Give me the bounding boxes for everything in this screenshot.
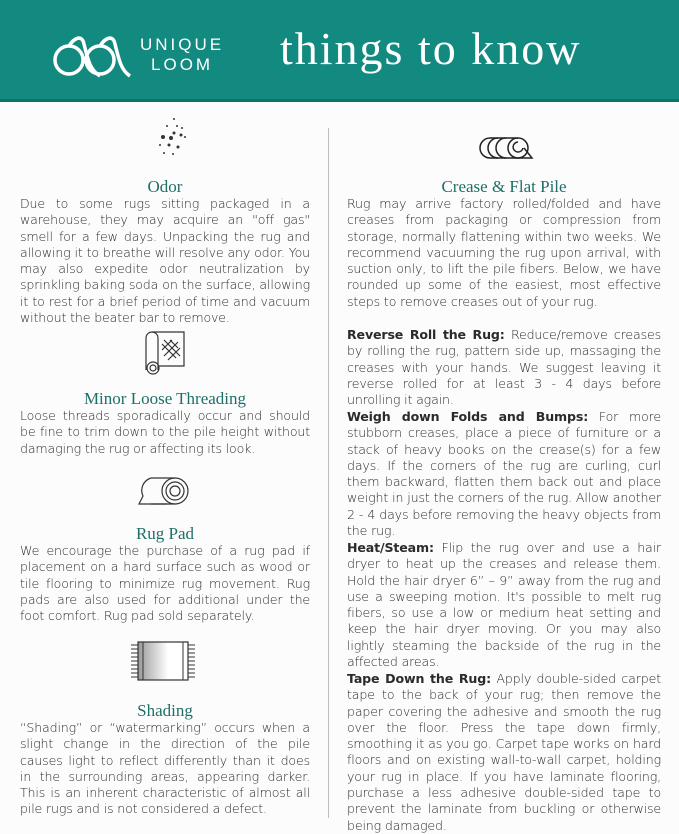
section-crease-flat-pile (347, 178, 661, 310)
header-banner (0, 0, 679, 102)
tip-lead: Reverse Roll the Rug: (347, 327, 505, 342)
rug-threads-icon (142, 330, 188, 376)
page-title: things to know (280, 23, 582, 74)
section-text: Loose threads sporadically occur and should be fine to trim down to the pile height without damaging the rug or affecting its look. (20, 408, 310, 456)
section-text: “Shading” or “watermarking” occurs when a slight change in the direction of the pile causes light to reflect differently than it does in the surrounding areas, appearing darker. This is an inherent characteristic of almost all pile rugs and is not considered a defect. (20, 720, 310, 817)
tip-weigh-down (347, 409, 661, 539)
tip-heat-steam (347, 540, 661, 670)
scattered-dots-icon (155, 116, 191, 164)
brand-line-1: UNIQUE (140, 35, 225, 54)
tip-lead: Tape Down the Rug: (347, 671, 491, 686)
section-title: Minor Loose Threading (83, 389, 247, 408)
tip-lead: Heat/Steam: (347, 540, 434, 555)
tip-lead: Weigh down Folds and Bumps: (347, 409, 589, 424)
tip-text: Reduce/remove creases by rolling the rug, pattern side up, massaging the creases with your hands. We suggest leaving it reverse rolled for at least 3 - 4 days before unrolling it again. (347, 327, 662, 408)
tip-text: Flip the rug over and use a hair dryer to heat up the creases and release them. Hold the hair dryer 6” – 9” away from the rug and use a sweeping motion. It's possible to melt rug fibers, so use a low or medium heat setting and keep the hair dryer moving. Or you may also lightly steaming the backside of the rug in the affected areas. (347, 540, 661, 670)
section-title: Rug Pad (135, 524, 195, 543)
tip-text: For more stubborn creases, place a piece of furniture or a stack of heavy books on the crease(s) for a few days. If the corners of the rug are curling, curl them backward, flatten them back out and place weight in just the corners of the rug. Allow another 2 - 4 days before removing the heavy objects from the rug. (347, 409, 661, 539)
section-odor (20, 178, 310, 326)
section-title: Odor (147, 177, 183, 196)
section-shading (20, 702, 310, 818)
tip-text: Apply double-sided carpet tape to the back of your rug; then remove the paper covering the adhesive and smooth the rug over the floor. Press the tape down firmly, smoothing it as you go. Carpet tape works on hard floors and on existing wall-to-wall carpet, holding your rug in place. If you have laminate flooring, purchase a less adhesive double-sided tape to prevent the laminate from buckling or otherwise being damaged. (347, 671, 661, 833)
section-text: Due to some rugs sitting packaged in a warehouse, they may acquire an "off gas" smell for a few days. Unpacking the rug and allowing it to breathe will resolve any odor. You may also expedite odor neutralization by sprinkling baking soda on the surface, allowing it to rest for a brief period of time and vacuum without the beater bar to remove. (20, 196, 310, 326)
tip-reverse-roll (347, 327, 661, 408)
creased-roll-icon (478, 136, 534, 160)
column-divider (328, 128, 329, 818)
section-intro: Rug may arrive factory rolled/folded and have creases from packaging or compression from storage, normally flattening within two weeks. We recommend vacuuming the rug upon arrival, with suction only, to lift the pile fibers. Below, we have rounded up some of the easiest, most effective steps to remove creases out of your rug. (347, 196, 661, 309)
shaded-rug-icon (130, 640, 196, 682)
section-text: We encourage the purchase of a rug pad if placement on a hard surface such as wood or tile flooring to minimize rug movement. Rug pads are also used for additional under the foot comfort. Rug pad sold separately. (20, 543, 310, 624)
tip-tape-down (347, 671, 661, 834)
section-title: Crease & Flat Pile (441, 177, 567, 196)
brand-line-2: LOOM (151, 55, 214, 74)
unique-loom-logo-icon (52, 30, 132, 80)
section-rug-pad (20, 525, 310, 624)
section-minor-loose-threading (20, 390, 310, 457)
section-title: Shading (137, 701, 193, 720)
brand-name (140, 35, 224, 75)
rolled-pad-icon (137, 476, 189, 508)
